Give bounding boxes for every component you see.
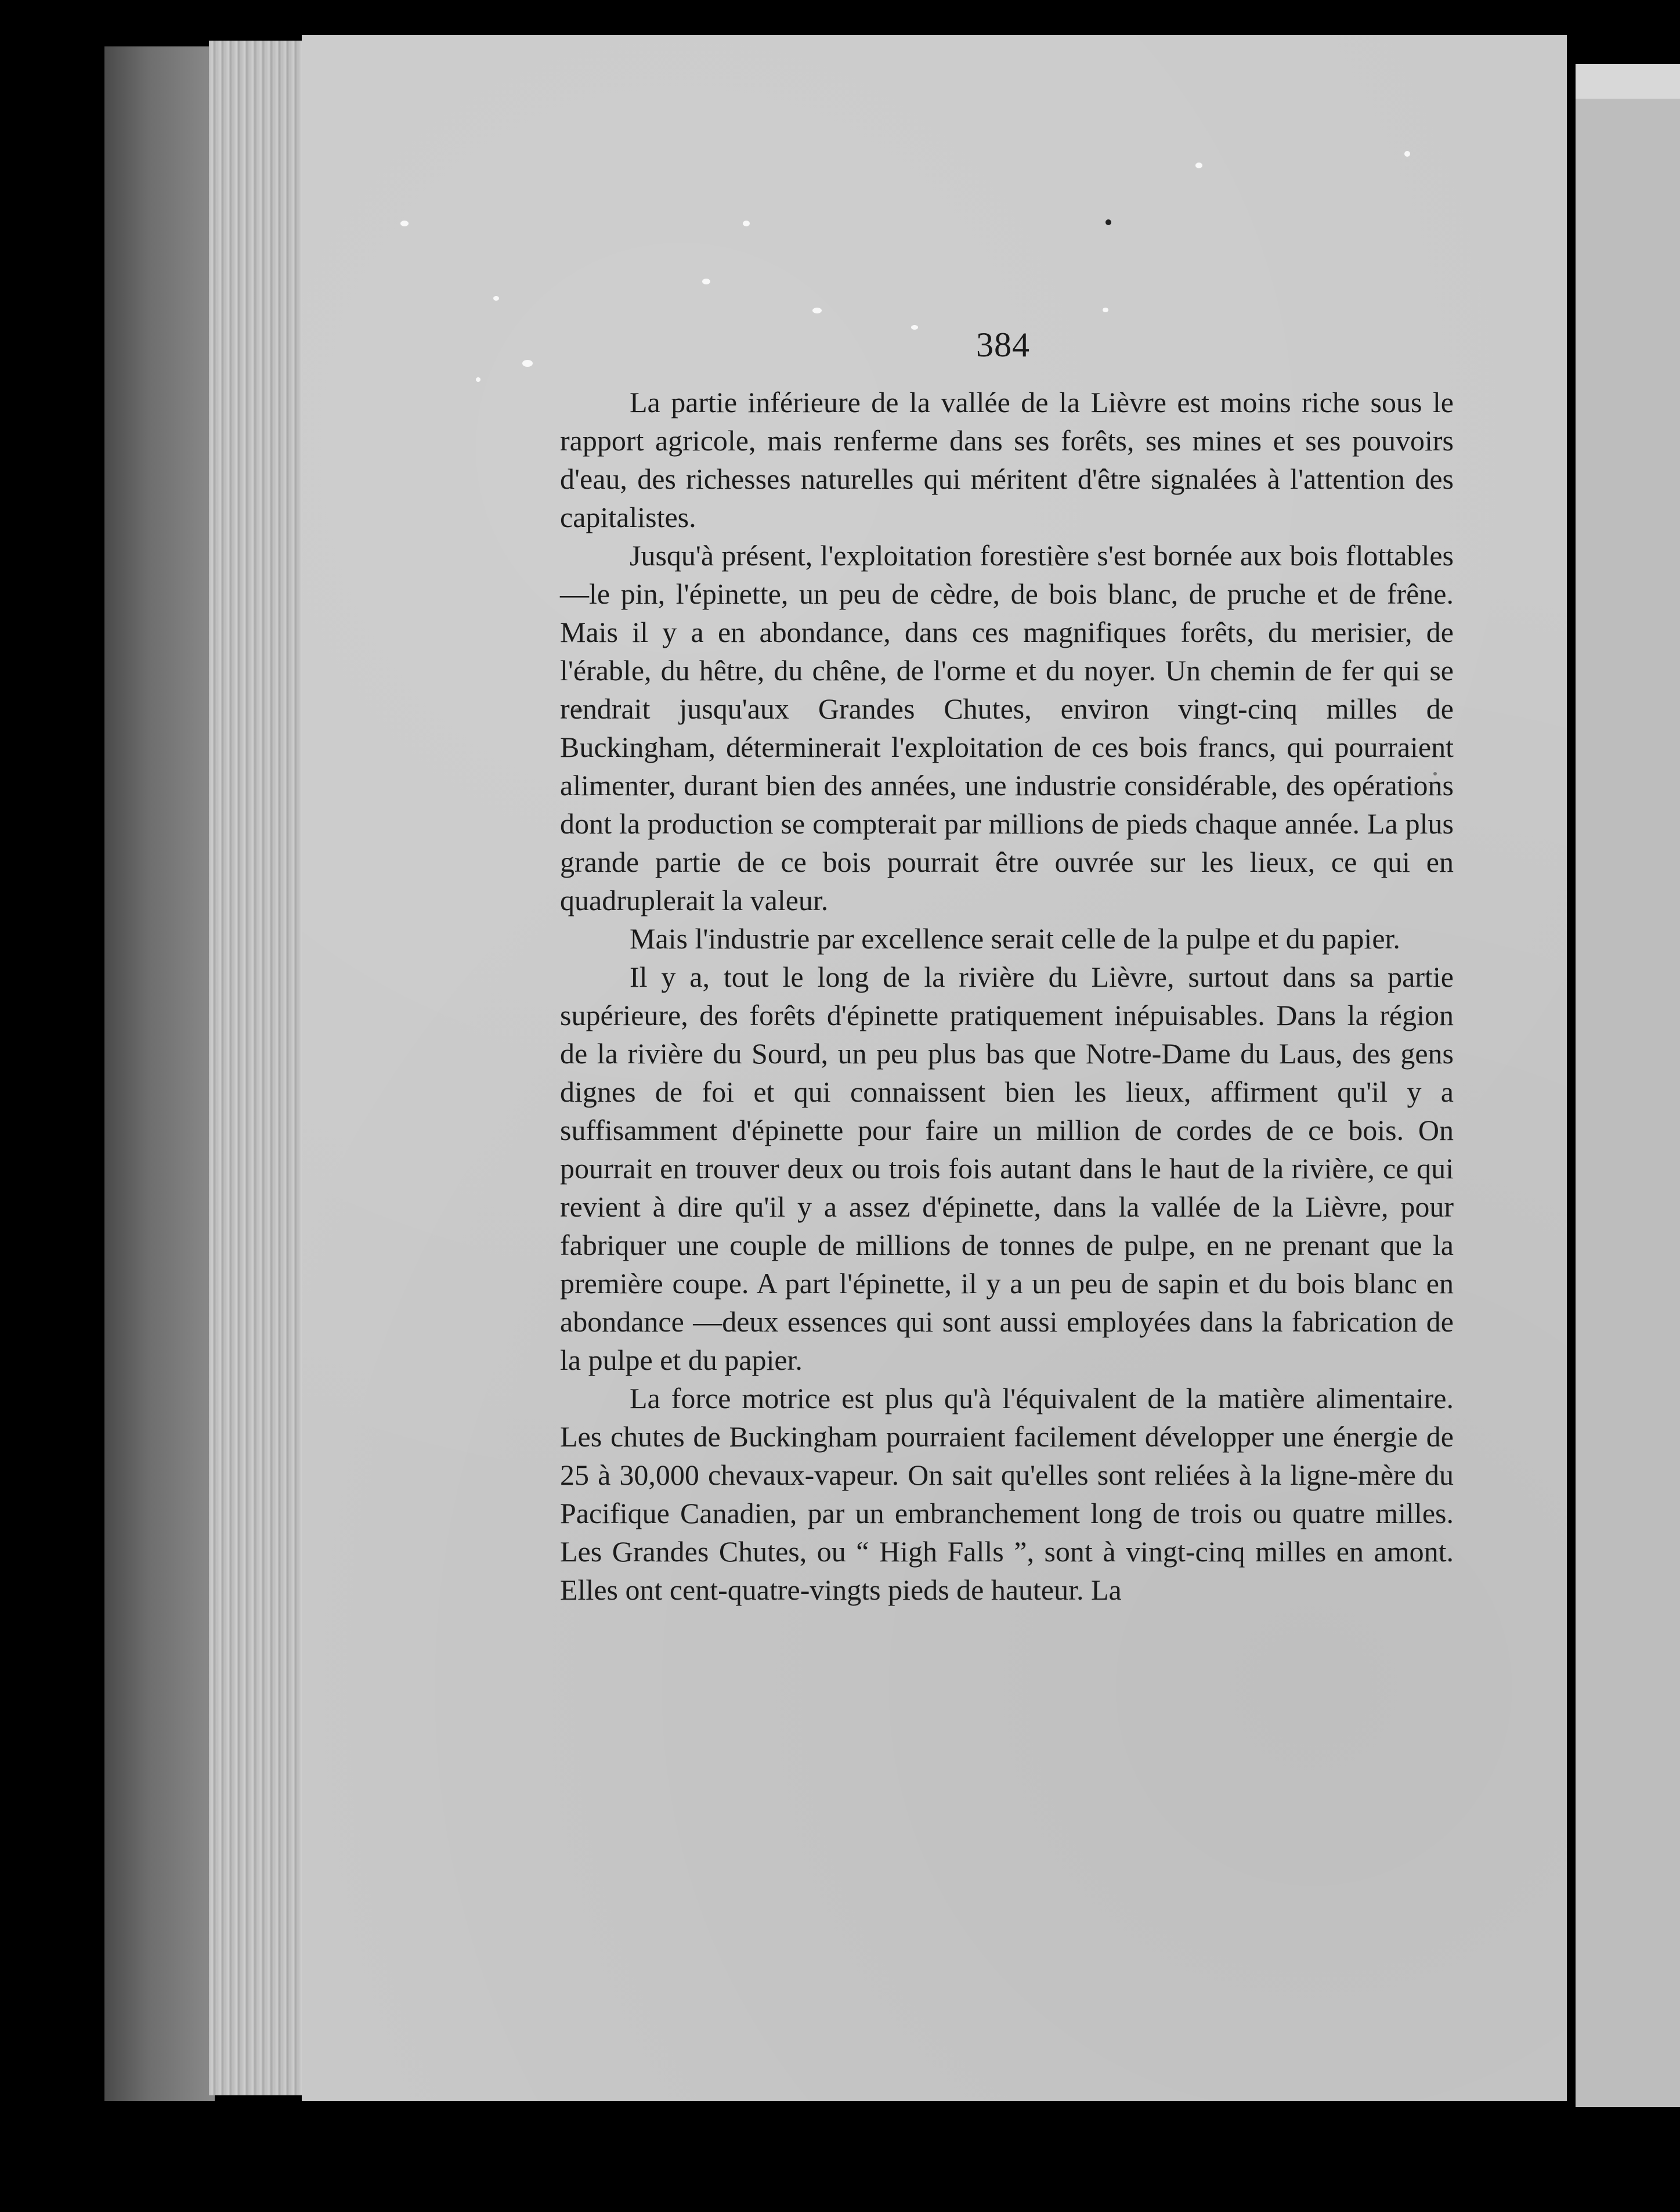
scan-speck: [1404, 151, 1410, 157]
scan-speck: [522, 360, 533, 367]
book-binding: [104, 46, 215, 2101]
page-edges: [209, 41, 308, 2095]
scan-speck: [743, 221, 750, 226]
scan-speck: [812, 308, 822, 313]
paragraph: Il y a, tout le long de la rivière du Lièvre, surtout dans sa partie supérieure, des forêts d'épinette pratiquement inépuisables. Dans la région de la rivière du Sourd, un peu plus bas que Notre-Dame du Laus, des gens dignes de foi et qui connaissent bien les lieux, affirment qu'il y a suffisamment d'épinette pour faire un million de cordes de ce bois. On pourrait en trouver deux ou trois fois autant dans le haut de la rivière, ce qui revient à dire qu'il y a assez d'épinette, dans la vallée de la Lièvre, pour fabriquer une couple de millions de tonnes de pulpe, en ne prenant que la première coupe. A part l'épinette, il y a un peu de sapin et du bois blanc en abondance —deux essences qui sont aussi employées dans la fabrication de la pulpe et du papier.: [560, 961, 1454, 1376]
paragraph: Jusqu'à présent, l'exploitation forestière s'est bornée aux bois flottables—le pin, l'épinette, un peu de cèdre, de bois blanc, de pruche et de frêne. Mais il y a en abondance, dans ces magnifiques forêts, du merisier, de l'érable, du hêtre, du chêne, de l'orme et du noyer. Un chemin de fer qui se rendrait jusqu'aux Grandes Chutes, environ vingt-cinq milles de Buckingham, déterminerait l'exploitation de ces bois francs, qui pourraient alimenter, durant bien des années, une industrie considérable, des opérations dont la production se compterait par millions de pieds chaque année. La plus grande partie de ce bois pourrait être ouvrée sur les lieux, ce qui en quadruplerait la valeur.: [560, 539, 1454, 916]
scan-dot: [1105, 219, 1111, 225]
facing-page: [1576, 99, 1680, 2107]
page-number: 384: [976, 326, 1030, 364]
scan-speck: [911, 325, 918, 330]
paragraph: La force motrice est plus qu'à l'équivalent de la matière alimentaire. Les chutes de Buckingham pourraient facilement développer une énergie de 25 à 30,000 chevaux-vapeur. On sait qu'elles sont reliées à la ligne-mère du Pacifique Canadien, par un embranchement long de trois ou quatre milles. Les Grandes Chutes, ou “ High Falls ”, sont à vingt-cinq milles en amont. Elles ont cent-quatre-vingts pieds de hauteur. La: [560, 1382, 1454, 1606]
paragraph: La partie inférieure de la vallée de la Lièvre est moins riche sous le rapport agricole, mais renferme dans ses forêts, ses mines et ses pouvoirs d'eau, des richesses naturelles qui méritent d'être signalées à l'attention des capitalistes.: [560, 386, 1454, 533]
body-text: [560, 383, 1454, 1609]
scan-speck: [1195, 163, 1202, 168]
paragraph: Mais l'industrie par excellence serait celle de la pulpe et du papier.: [630, 922, 1400, 955]
scan-speck: [702, 279, 710, 284]
scan-speck: [493, 296, 499, 301]
scan-speck: [476, 377, 480, 382]
scan-speck: [400, 221, 409, 226]
scan-speck: [1103, 308, 1108, 312]
